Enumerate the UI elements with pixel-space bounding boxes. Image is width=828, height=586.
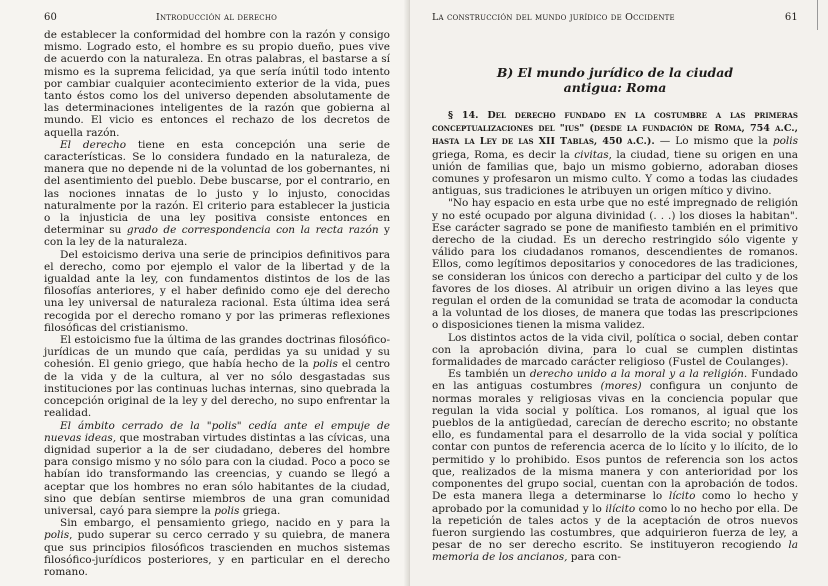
left-page-number: 60	[44, 12, 58, 23]
section-title-line-2: antigua: Roma	[563, 80, 667, 95]
paragraph: de establecer la conformidad del hombre con la razón y consigo mismo. Logrado esto, el hombre es su propio dueño, pues vive de acuerdo con la naturaleza. En otras palabras, el bastarse a sí mismo es la suprema felicidad, ya que sería inútil todo intento por cambiar cualquier acontecimiento exterior de la vida, pues tanto éstos como los del universo dependen absolutamente de las determinaciones inteligentes de la razón que gobierna al mundo. El vicio es entonces el rechazo de los decretos de aquella razón.	[44, 29, 390, 139]
paragraph: Es también un derecho unido a la moral y a la religión. Fundado en las antiguas costumbres (mores) configura un conjunto de normas morales y religiosas vivas en la conciencia popular que regulan la vida social y política. Los romanos, al igual que los pueblos de la antigüedad, carecían de derecho escrito; no obstante ello, es fundamental para el desarrollo de la vida social y política contar con puntos de referencia acerca de lo lícito y lo ilícito, de lo permitido y lo prohibido. Esos puntos de referencia son los actos que, realizados de la misma manera y con anterioridad por los componentes del grupo social, cuentan con la aprobación de todos. De esta manera llega a determinarse lo lícito como lo hecho y aprobado por la comunidad y lo ilícito como lo no hecho por ella. De la repetición de tales actos y de la aceptación de otros nuevos fueron surgiendo las costumbres, que adquirieron fuerza de ley, a pesar de no ser derecho escrito. Se instituyeron recogiendo la memoria de los ancianos, para con-	[432, 368, 798, 564]
left-page	[0, 0, 410, 586]
paragraph-heading: § 14. Del derecho fundado en la costumbre a las primeras conceptualizaciones del "ius" (desde la fundación de Roma, 754 a.C., hasta la Ley de las XII Tablas, 450 a.C.).	[432, 110, 798, 148]
paragraph: El estoicismo fue la última de las grandes doctrinas filosófico-jurídicas de un mundo que caía, perdidas ya su unidad y su cohesión. El genio griego, que había hecho de la polis el centro de la vida y de la cultura, al ver no sólo desgastadas sus instituciones por las continuas luchas internas, sino quebrada la concepción original de la ley y del derecho, no supo enfrentar la realidad.	[44, 334, 390, 420]
paragraph: Sin embargo, el pensamiento griego, nacido en y para la polis, pudo superar su cerco cerrado y su quiebra, de manera que sus principios filosóficos trascienden en muchos sistemas filosófico-jurídicos posteriores, y en particular en el derecho romano.	[44, 517, 390, 578]
section-title	[432, 65, 798, 95]
section-paragraph	[432, 109, 798, 197]
right-running-head: La construcción del mundo jurídico de Occidente	[432, 12, 675, 23]
section-title-line-1: B) El mundo jurídico de la ciudad	[496, 65, 734, 80]
paragraph: El derecho tiene en esta concepción una serie de características. Se lo considera fundado en la naturaleza, de manera que no depende ni de la voluntad de los gobernantes, ni del asentimiento del pueblo. Debe buscarse, por el contrario, en las nociones innatas de lo justo y lo injusto, conocidas naturalmente por la razón. El criterio para establecer la justicia o la injusticia de una ley positiva consiste entonces en determinar su grado de correspondencia con la recta razón y con la ley de la naturaleza.	[44, 138, 390, 249]
right-page-body	[432, 109, 798, 564]
paragraph: Del estoicismo deriva una serie de principios definitivos para el derecho, como por ejemplo el valor de la libertad y de la igualdad ante la ley, con fundamentos distintos de los de las filosofías anteriores, y el haber definido como eje del derecho una ley universal de naturaleza racional. Esta última idea será recogida por el derecho romano y por las primeras reflexiones filosóficas del cristianismo.	[44, 248, 390, 334]
right-page-header	[432, 12, 798, 23]
left-page-body	[44, 29, 390, 578]
right-page	[410, 0, 828, 586]
right-page-number: 61	[784, 12, 798, 23]
page-edge-mark	[817, 0, 818, 30]
left-page-header	[44, 12, 390, 23]
paragraph: "No hay espacio en esta urbe que no esté impregnado de religión y no esté ocupado por alguna divinidad (. . .) los dioses la habitan". Ese carácter sagrado se pone de manifiesto también en el primitivo derecho de la ciudad. Es un derecho restringido sólo vigente y válido para los ciudadanos romanos, descendientes de romanos. Ellos, como legítimos depositarios y conocedores de las tradiciones, se consideran los únicos con derecho a participar del culto y de los favores de los dioses. Al atribuir un origen divino a las leyes que regulan el orden de la comunidad se trata de acomodar la conducta a la voluntad de los dioses, de manera que todas las prescripciones o disposiciones tienen la misma validez.	[432, 197, 798, 332]
left-running-head: Introducción al derecho	[156, 12, 278, 23]
paragraph: El ámbito cerrado de la "polis" cedía ante el empuje de nuevas ideas, que mostraban virtudes distintas a las cívicas, una dignidad superior a la de ser ciudadano, deberes del hombre para consigo mismo y no sólo para con la ciudad. Poco a poco se habían ido transformando las creencias, y cuando se llegó a aceptar que los hombres no eran sólo habitantes de la ciudad, sino que debían sentirse miembros de una gran comunidad universal, cayó para siempre la polis griega.	[44, 419, 391, 517]
paragraph-body: — Lo mismo que la polis griega, Roma, es decir la civitas, la ciudad, tiene su origen en una unión de familias que, bajo un mismo gobierno, adoraban dioses comunes y profesaron un mismo culto. Y como a todas las ciudades antiguas, sus tradiciones le atribuyen un origen mítico y divino.	[432, 135, 798, 198]
paragraph: Los distintos actos de la vida civil, política o social, deben contar con la aprobación divina, para lo cual se cumplen distintas formalidades de marcado carácter religioso (Fustel de Coulanges).	[432, 331, 798, 369]
